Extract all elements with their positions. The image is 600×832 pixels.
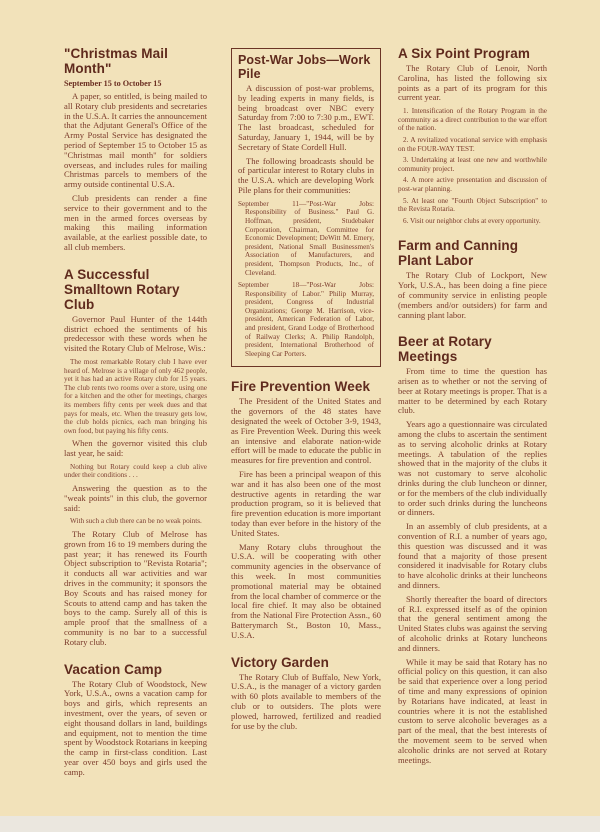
beer-meetings-article (398, 334, 547, 769)
smalltown-club-article (64, 267, 207, 652)
article-title: Post-War Jobs—Work Pile (238, 53, 371, 81)
paragraph: The following broadcasts should be of particular interest to Rotary clubs in the U.S.A. which are developing Work Pile plans for their communities: (238, 155, 374, 195)
program-point: 4. A more active presentation and discussion of post-war planning. (398, 176, 547, 193)
article-title: Farm and Canning Plant Labor (398, 238, 519, 269)
article-title: "Christmas Mail Month" (64, 46, 168, 76)
paragraph: Many Rotary clubs throughout the U.S.A. will be cooperating with other community agencies in the observance of this week. In most communities promotional material may be obtained from the local chamber of commerce or the local fire chief. It may also be obtained from the National Fire Protection Assn., 60 Batterymarch St., Boston 10, Mass., U.S.A. (231, 541, 381, 640)
paragraph: While it may be said that Rotary has no official policy on this question, it can also be said that experience over a long period of time and many expressions of opinion by Rotarians have indicated, at least in countries where it is not the established custom to serve alcoholic beverages as a part of the meal, that the best interests of the movement seem to be served when alcoholic drinks are not served at Rotary meetings. (398, 656, 547, 765)
fire-prevention-article (231, 379, 381, 644)
program-point: 5. At least one "Fourth Object Subscription" to the Revista Rotaria. (398, 196, 547, 214)
article-title: Vacation Camp (64, 661, 163, 677)
article-title: Fire Prevention Week (231, 379, 371, 395)
paragraph: When the governor visited this club last year, he said: (64, 438, 207, 459)
paragraph: Shortly thereafter the board of directors of R.I. expressed itself as of the opinion that the general sentiment among the United States clubs was against the serving of alcoholic drinks at Rotary luncheons and dinners. (398, 593, 547, 653)
article-title: A Successful Smalltown Rotary Club (64, 266, 180, 312)
broadcast-entry: September 11—"Post-War Jobs: Responsibility of Business." Paul G. Hoffman, president, Studebaker Corporation, Chairman, Committee for Economic Development; DeWitt M. Emery, president, National Small Businessmen's Association of Manufacturers, and president, Thompson Products, Inc., of Cleveland. (238, 199, 374, 277)
paragraph: Governor Paul Hunter of the 144th district echoed the sentiments of his predecessor with these words when he visited the Rotary Club of Melrose, Wis.: (64, 313, 207, 354)
program-point: 3. Undertaking at least one new and worthwhile community project. (398, 156, 547, 173)
article-subtitle: September 15 to October 15 (64, 79, 162, 88)
paragraph: A discussion of post-war problems, by leading experts in many fields, is being broadcast over NBC every Saturday from 7:00 to 7:30 p.m., EWT. The last broadcast, scheduled for Saturday, January 1, 1944, will be by Secretary of State Cordell Hull. (238, 83, 374, 152)
left-column (64, 46, 207, 792)
paragraph: The Rotary Club of Woodstock, New York, U.S.A., owns a vacation camp for boys and girls, which represents an investment, over the years, of seven or eight thousand dollars in land, buildings and equipment, not to mention the time spent by Woodstock Rotarians in keeping the camp in first-class condition. Last year over 450 boys and girls used the camp. (64, 678, 207, 777)
paragraph: The Rotary Club of Melrose has grown from 16 to 19 members during the past year; it has renewed its Fourth Object subscription to "Revista Rotaria"; it conducts all war activities and war drives in the community; it sponsors the Boy Scouts and has raised money for Scouts to attend camp and has taken the boys to the camp. Surely all of this is ample proof that the smallness of a community is no bar to a successful Rotary club. (64, 529, 207, 647)
paragraph: Answering the question as to the "weak points" in this club, the governor said: (64, 483, 207, 513)
paragraph: Fire has been a principal weapon of this war and it has also been one of the most destructive agents in retarding the war production program, so it is believed that fire prevention education is more important today than ever before in the history of the United States. (231, 469, 381, 538)
broadcast-entry: September 18—"Post-War Jobs: Responsibility of Labor." Philip Murray, president, Congress of Industrial Organizations; George M. Harrison, vice-president, American Federation of Labor, and president, Grand Lodge of Brotherhood of Railway Clerks; A. Philip Randolph, president, International Brotherhood of Sleeping Car Porters. (238, 281, 374, 358)
program-point: 1. Intensification of the Rotary Program in the community as a direct contribution to the war effort of the nation. (398, 107, 547, 133)
paragraph: Years ago a questionnaire was circulated among the clubs to ascertain the sentiment as to serving alcoholic drinks at Rotary meetings. A tabulation of the replies showed that in the majority of the clubs it was not customary to serve alcoholic drinks during the club luncheon or dinner, or for the members of the club individually to order such drinks during the luncheons or dinners. (398, 419, 547, 518)
quote: Nothing but Rotary could keep a club alive under their conditions . . . (64, 462, 207, 480)
paragraph: In an assembly of club presidents, at a convention of R.I. a number of years ago, this question was discussed and it was found that a majority of those present considered it inadvisable for Rotary clubs to have alcoholic drinks at their luncheons and dinners. (398, 521, 547, 591)
vacation-camp-article (64, 662, 207, 782)
paragraph: From time to time the question has arisen as to whether or not the serving of beer at Rotary meetings is proper. That is a matter to be determined by each Rotary club. (398, 366, 547, 416)
farm-canning-article (398, 238, 547, 324)
post-war-jobs-box (231, 48, 381, 367)
quote: The most remarkable Rotary club I have ever heard of. Melrose is a village of only 462 people, yet it has had an active Rotary club for 15 years. The club rents two rooms over a store, using one for a kitchen and the other for meetings, charges its members fifty cents per week dues and that pays for meals, etc. When the treasury gets low, the club holds picnics, each man bringing his own food, but paying his fifty cents. (64, 357, 207, 435)
middle-column (231, 46, 381, 745)
quote: With such a club there can be no weak points. (70, 517, 202, 526)
paragraph: The Rotary Club of Buffalo, New York, U.S.A., is the manager of a victory garden with 60 plots available to members of the club or to outsiders. The plots were plowed, harrowed, fertilized and readied for use by the club. (231, 671, 381, 731)
page-bottom-edge (0, 816, 600, 832)
paragraph: The Rotary Club of Lenoir, North Carolina, has listed the following six points as a part of its program for this current year. (398, 63, 547, 103)
paragraph: Club presidents can render a fine service to their government and to the men in the armed forces overseas by making this mailing information available, at the earliest possible date, to all club members. (64, 192, 207, 252)
six-point-program-article (398, 46, 547, 228)
christmas-mail-article (64, 46, 207, 257)
article-title: A Six Point Program (398, 46, 530, 61)
right-column (398, 46, 547, 779)
paragraph: The President of the United States and the governors of the 48 states have designated the week of October 3-9, 1943, as Fire Prevention Week. During this week an intensive and elaborate nation-wide effort will be made to educate the public in measures for fire prevention and control. (231, 396, 381, 466)
program-points-list (398, 107, 547, 225)
program-point: 2. A revitalized vocational service with emphasis on the FOUR-WAY TEST. (398, 135, 547, 153)
program-point: 6. Visit our neighbor clubs at every opportunity. (403, 216, 541, 225)
paragraph: The Rotary Club of Lockport, New York, U.S.A., has been doing a fine piece of community service in enlisting people (members and/or outsiders) for farm and canning plant labor. (398, 270, 547, 320)
paragraph: A paper, so entitled, is being mailed to all Rotary club presidents and secretaries in the U.S.A. It carries the announcement that the Adjutant General's Office of the Army Postal Service has designated the period of September 15 to October 15 as "Christmas mail month" for soldiers overseas, and includes rules for mailing Christmas parcels to members of the army outside continental U.S.A. (64, 91, 207, 190)
victory-garden-article (231, 655, 381, 736)
article-title: Beer at Rotary Meetings (398, 334, 492, 365)
article-title: Victory Garden (231, 654, 329, 670)
